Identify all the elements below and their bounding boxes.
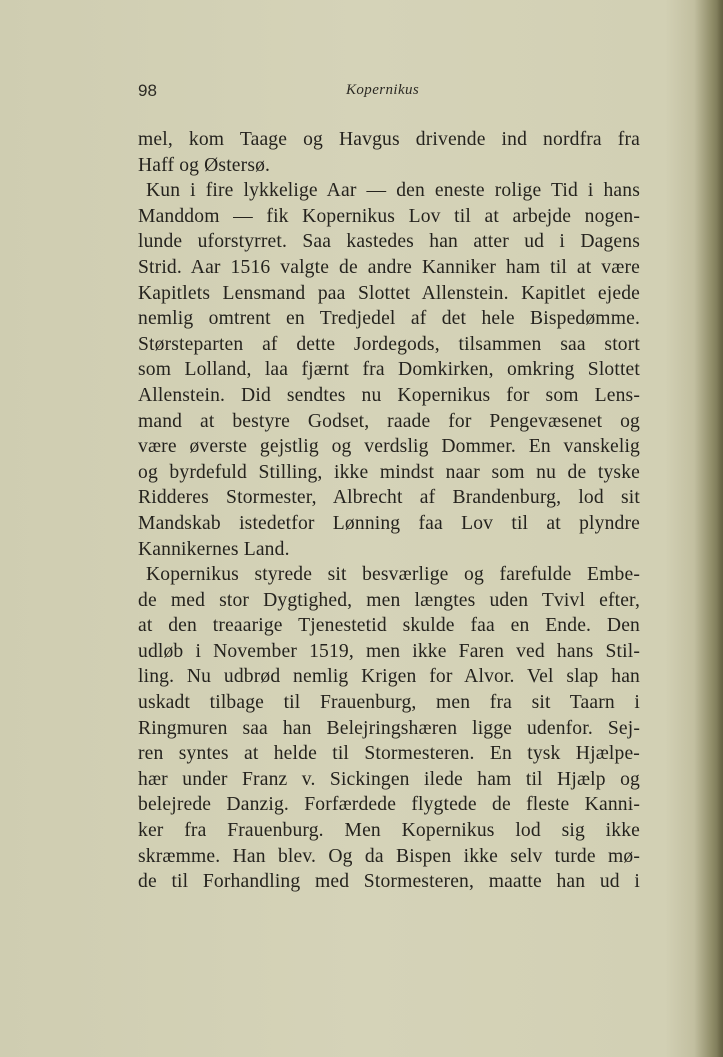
page-header	[138, 81, 640, 107]
text-line: Ringmuren saa han Belejringshæren ligge udenfor. Sej-	[138, 717, 640, 739]
running-title: Kopernikus	[346, 82, 420, 98]
text-line: de med stor Dygtighed, men længtes uden Tvivl efter,	[138, 589, 640, 611]
text-line: mel, kom Taage og Havgus drivende ind nordfra fra	[138, 129, 640, 150]
text-line: ker fra Frauenburg. Men Kopernikus lod sig ikke	[138, 820, 640, 842]
text-line: udløb i November 1519, men ikke Faren ved hans Stil-	[138, 640, 640, 662]
page-number: 98	[138, 81, 157, 100]
text-line: Kannikernes Land.	[138, 538, 290, 560]
text-line: belejrede Danzig. Forfærdede flygtede de fleste Kanni-	[138, 794, 640, 816]
text-line: Mandskab istedetfor Lønning faa Lov til at plyndre	[138, 512, 640, 534]
text-line: mand at bestyre Godset, raade for Pengevæsenet og	[138, 410, 640, 432]
page-edge-shadow	[717, 0, 723, 1057]
text-line: hær under Franz v. Sickingen ilede ham til Hjælp og	[138, 768, 640, 790]
text-line: ling. Nu udbrød nemlig Krigen for Alvor. Vel slap han	[138, 666, 640, 688]
text-line: være øverste gejstlig og verdslig Dommer. En vanskelig	[138, 436, 640, 458]
text-line: Kopernikus styrede sit besværlige og farefulde Embe-	[146, 564, 640, 586]
text-line: de til Forhandling med Stormesteren, maatte han ud i	[138, 871, 640, 893]
text-line: uskadt tilbage til Frauenburg, men fra sit Taarn i	[138, 692, 640, 714]
text-line: Allenstein. Did sendtes nu Kopernikus for som Lens-	[138, 384, 640, 406]
text-line: lunde uforstyrret. Saa kastedes han atter ud i Dagens	[138, 231, 640, 253]
text-line: og byrdefuld Stilling, ikke mindst naar som nu de tyske	[138, 461, 640, 483]
text-line: Haff og Østersø.	[138, 154, 271, 176]
text-line: Kapitlets Lensmand paa Slottet Allenstein. Kapitlet ejede	[138, 282, 640, 304]
text-line: at den treaarige Tjenestetid skulde faa en Ende. Den	[138, 615, 640, 637]
text-line: Kun i fire lykkelige Aar — den eneste rolige Tid i hans	[146, 180, 640, 202]
text-line: ren syntes at helde til Stormesteren. En tysk Hjælpe-	[138, 743, 640, 765]
text-line: nemlig omtrent en Tredjedel af det hele Bispedømme.	[138, 308, 640, 330]
text-line: som Lolland, laa fjærnt fra Domkirken, omkring Slottet	[138, 359, 640, 381]
text-line: skræmme. Han blev. Og da Bispen ikke selv turde mø-	[138, 845, 640, 867]
text-line: Ridderes Stormester, Albrecht af Brandenburg, lod sit	[138, 487, 640, 509]
text-line: Manddom — fik Kopernikus Lov til at arbejde nogen-	[138, 205, 640, 227]
text-line: Størsteparten af dette Jordegods, tilsammen saa stort	[138, 333, 640, 355]
text-line: Strid. Aar 1516 valgte de andre Kanniker ham til at være	[138, 256, 640, 278]
body-text	[138, 127, 640, 895]
